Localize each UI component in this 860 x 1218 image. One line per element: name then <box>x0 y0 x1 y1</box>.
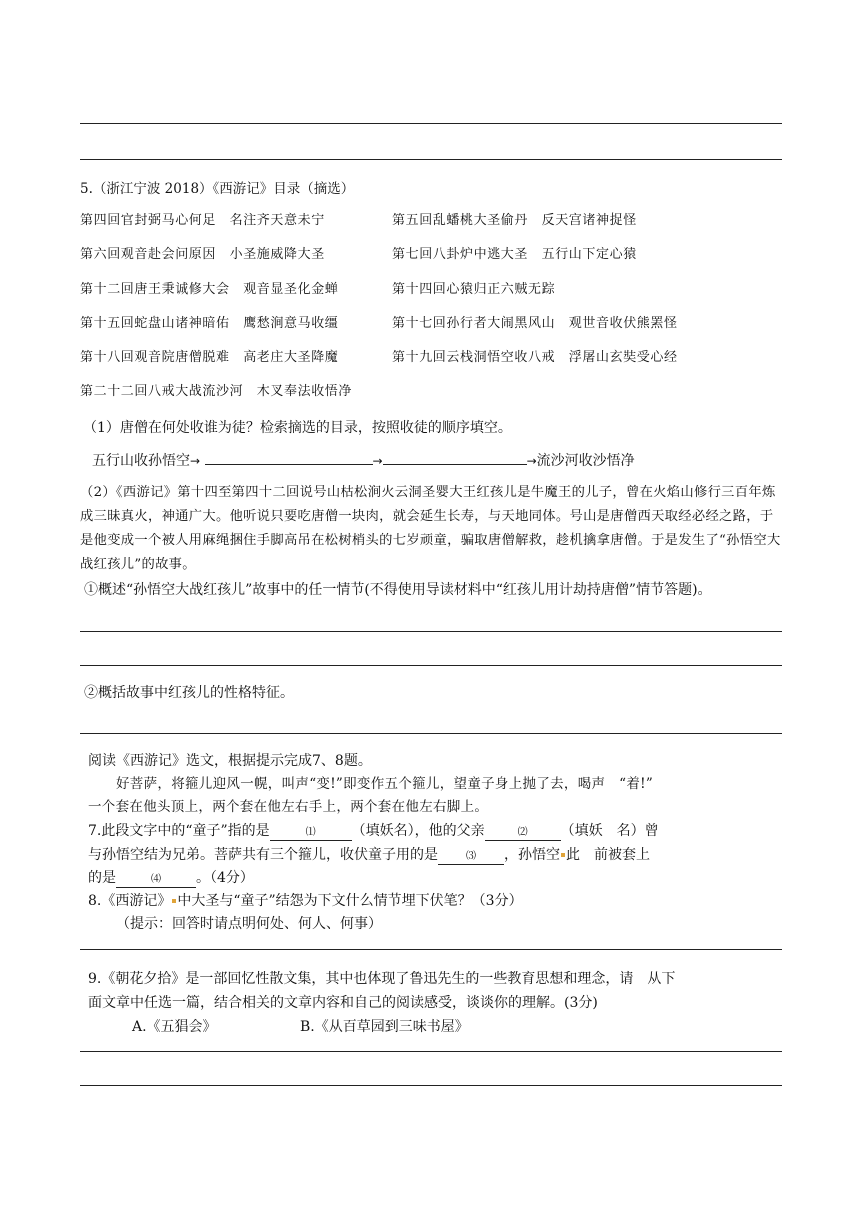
catalog-item: 第十五回蛇盘山诸神暗佑 鹰愁涧意马收缰 <box>80 316 339 331</box>
answer-line <box>80 631 782 632</box>
fill-sequence <box>92 452 635 470</box>
arrow-icon: → <box>526 454 537 468</box>
catalog-item: 第十九回云栈洞悟空收八戒 浮屠山玄奘受心经 <box>392 350 678 365</box>
arrow-icon: → <box>190 454 201 468</box>
answer-blank-3[interactable]: ⑶ <box>438 850 504 865</box>
fill-start: 五行山收孙悟空 <box>92 453 190 469</box>
answer-blank-2[interactable]: ⑵ <box>485 826 561 841</box>
marker-dot <box>172 899 176 903</box>
catalog-item: 第六回观音赴会问原因 小圣施威降大圣 <box>80 247 325 262</box>
q9-line-1: 9.《朝花夕拾》是一部回忆性散文集，其中也体现了鲁迅先生的一些教育思想和理念，请 从下 <box>88 971 676 987</box>
catalog-item: 第十八回观音院唐僧脱难 高老庄大圣降魔 <box>80 350 339 365</box>
answer-line <box>80 665 782 666</box>
catalog-item: 第十二回唐王秉诚修大会 观音显圣化金蝉 <box>80 282 339 297</box>
catalog-item: 第二十二回八戒大战流沙河 木叉奉法收悟净 <box>80 384 353 399</box>
q7-line-3: 的是 ⑷ 。（4分） <box>88 870 254 886</box>
answer-line <box>80 159 782 160</box>
catalog-item: 第十四回心猿归正六贼无踪 <box>392 282 556 297</box>
q5-sub2-question-2: ②概括故事中红孩儿的性格特征。 <box>84 685 294 701</box>
q9-option-b: B.《从百草园到三味书屋》 <box>300 1019 469 1035</box>
reading-intro: 阅读《西游记》选文，根据提示完成7、8题。 <box>88 753 372 769</box>
catalog-item: 第七回八卦炉中逃大圣 五行山下定心猿 <box>392 247 637 262</box>
fill-blank-1[interactable] <box>205 464 373 465</box>
marker-dot <box>561 853 565 857</box>
q9-option-a: A.《五猖会》 <box>132 1019 217 1035</box>
q7-line-1: 7.此段文字中的“童子”指的是 ⑴ （填妖名），他的父亲 ⑵ （填妖 名）曾 <box>88 823 659 839</box>
catalog-item: 第十七回孙行者大闹黑风山 观世音收伏熊罴怪 <box>392 316 678 331</box>
answer-line <box>80 949 782 950</box>
q7-line-2: 与孙悟空结为兄弟。菩萨共有三个箍儿，收伏童子用的是 ⑶ ，孙悟空 此 前被套上 <box>88 847 650 863</box>
passage-line: 一个套在他头顶上，两个套在他左右手上，两个套在他左右脚上。 <box>88 799 489 815</box>
arrow-icon: → <box>372 454 383 468</box>
q8-hint: （提示：回答时请点明何处、何人、何事） <box>116 916 382 932</box>
q5-sub2-question-1: ①概述“孙悟空大战红孩儿”故事中的任一情节(不得使用导读材料中“红孩儿用计劫持唐僧”情节答题)。 <box>84 582 712 598</box>
answer-line <box>80 123 782 124</box>
q5-sub1: （1）唐僧在何处收谁为徒？检索摘选的目录，按照收徒的顺序填空。 <box>83 420 512 436</box>
answer-line <box>80 1051 782 1052</box>
fill-end: 流沙河收沙悟净 <box>536 453 635 469</box>
q9-line-2: 面文章中任选一篇，结合相关的文章内容和自己的阅读感受，谈谈你的理解。(3分) <box>88 995 598 1011</box>
answer-line <box>80 733 782 734</box>
catalog-item: 第五回乱蟠桃大圣偷丹 反天宫诸神捉怪 <box>392 213 637 228</box>
catalog-item: 第四回官封弼马心何足 名注齐天意未宁 <box>80 213 325 228</box>
answer-line <box>80 1085 782 1086</box>
answer-blank-1[interactable]: ⑴ <box>270 826 352 841</box>
passage-line: 好菩萨，将箍儿迎风一幌，叫声“变!”即变作五个箍儿，望童子身上抛了去，喝声 “着!” <box>116 776 654 792</box>
q5-sub2-passage: （2）《西游记》第十四至第四十二回说号山枯松涧火云洞圣婴大王红孩儿是牛魔王的儿子，曾在火焰山修行三百年炼成三昧真火，神通广大。他听说只要吃唐僧一块肉，就会延生长寿，与天地同体。号山是唐僧西天取经必经之路，于是他变成一个被人用麻绳捆住手脚高吊在松树梢头的七岁顽童，骗取唐僧解救，趁机擒拿唐僧。于是发生了“孙悟空大战红孩儿”的故事。 <box>80 485 781 572</box>
answer-blank-4[interactable]: ⑷ <box>116 873 196 888</box>
fill-blank-2[interactable] <box>383 464 527 465</box>
q5-title: 5.（浙江宁波 2018）《西游记》目录（摘选） <box>80 181 355 197</box>
q8-question: 8.《西游记》 中大圣与“童子”结怨为下文什么情节埋下伏笔？（3分） <box>88 893 523 909</box>
